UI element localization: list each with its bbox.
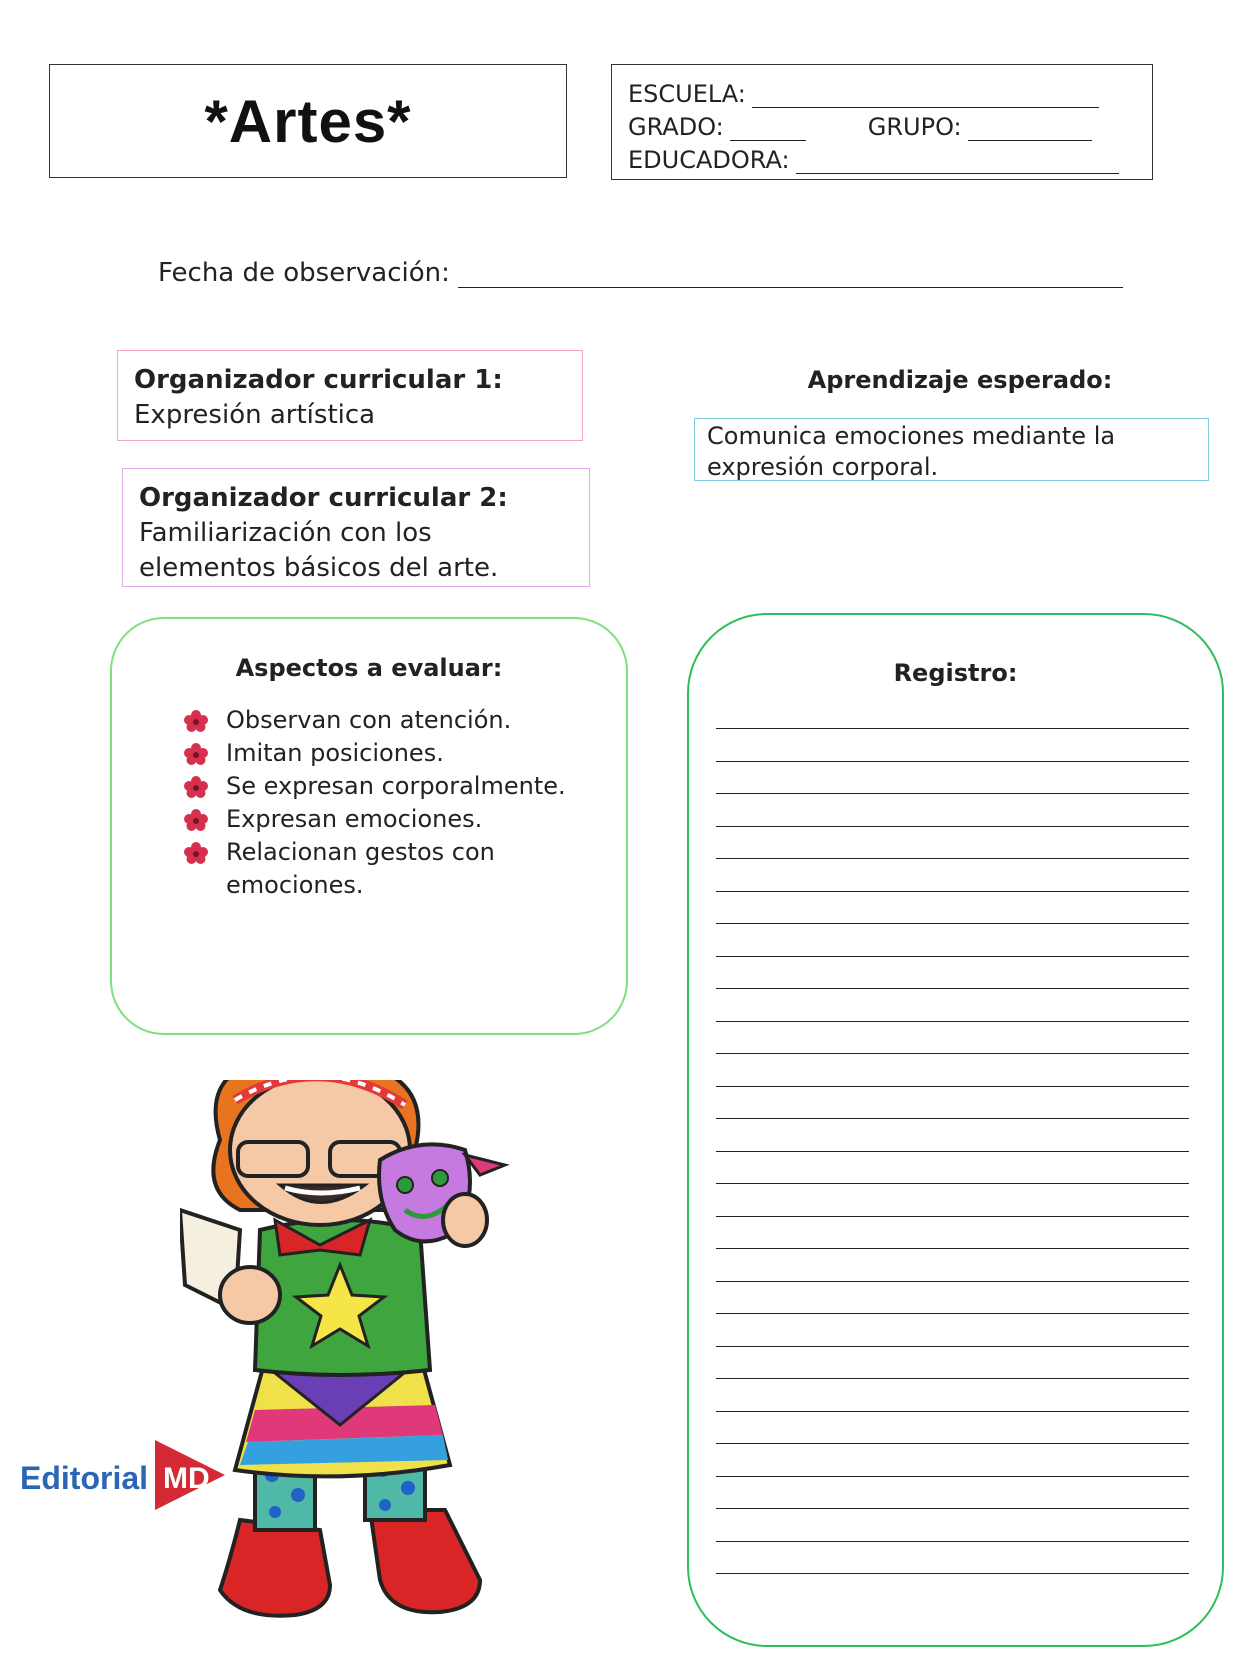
registro-line[interactable] [716, 1151, 1189, 1152]
page-title: *Artes* [204, 87, 412, 155]
aspecto-item: Observan con atención. [184, 704, 586, 737]
school-info-box [611, 64, 1153, 180]
registro-line[interactable] [716, 956, 1189, 957]
organizador-2-title: Organizador curricular 2: [139, 483, 508, 513]
flower-bullet-icon [184, 842, 208, 864]
registro-line[interactable] [716, 1281, 1189, 1282]
fecha-field[interactable] [458, 261, 1123, 288]
svg-text:MD: MD [163, 1462, 210, 1495]
educadora-field[interactable] [796, 151, 1119, 174]
registro-line[interactable] [716, 1216, 1189, 1217]
logo-mark-icon [145, 1430, 235, 1520]
logo-word: Editorial [20, 1460, 149, 1496]
flower-bullet-icon [184, 809, 208, 831]
editorial-md-logo [20, 1430, 230, 1520]
registro-line[interactable] [716, 858, 1189, 859]
registro-line[interactable] [716, 1086, 1189, 1087]
organizador-2-box [122, 468, 590, 587]
fecha-label: Fecha de observación: [158, 258, 450, 288]
registro-line[interactable] [716, 891, 1189, 892]
aprendizaje-box [694, 418, 1209, 481]
flower-bullet-icon [184, 776, 208, 798]
fecha-row [158, 258, 1138, 288]
aspecto-item: Relacionan gestos con emociones. [184, 836, 586, 902]
registro-line[interactable] [716, 1541, 1189, 1542]
registro-line[interactable] [716, 1118, 1189, 1119]
educadora-row [628, 141, 1136, 174]
title-box [49, 64, 567, 178]
registro-line[interactable] [716, 826, 1189, 827]
aprendizaje-line2: expresión corporal. [707, 453, 939, 481]
grupo-field[interactable] [968, 118, 1092, 141]
aspecto-item: Se expresan corporalmente. [184, 770, 586, 803]
organizador-1-box [117, 350, 583, 441]
girl-with-mask-illustration [180, 1080, 550, 1640]
aspecto-item: Imitan posiciones. [184, 737, 586, 770]
registro-line[interactable] [716, 728, 1189, 729]
registro-line[interactable] [716, 793, 1189, 794]
grupo-label: GRUPO: [867, 113, 962, 141]
registro-line[interactable] [716, 1248, 1189, 1249]
escuela-label: ESCUELA: [628, 80, 746, 108]
flower-bullet-icon [184, 710, 208, 732]
aspecto-item: Expresan emociones. [184, 803, 586, 836]
registro-line[interactable] [716, 1313, 1189, 1314]
registro-line[interactable] [716, 1346, 1189, 1347]
grado-grupo-row [628, 108, 1136, 141]
aprendizaje-title: Aprendizaje esperado: [807, 366, 1113, 394]
flower-bullet-icon [184, 743, 208, 765]
registro-line[interactable] [716, 1053, 1189, 1054]
registro-line[interactable] [716, 1021, 1189, 1022]
organizador-2-line1: Familiarización con los [139, 518, 432, 548]
aprendizaje-line1: Comunica emociones mediante la [707, 422, 1116, 450]
registro-line[interactable] [716, 1573, 1189, 1574]
organizador-2-line2: elementos básicos del arte. [139, 553, 499, 583]
aspectos-box [110, 617, 628, 1035]
registro-line[interactable] [716, 1183, 1189, 1184]
escuela-row [628, 75, 1136, 108]
registro-title: Registro: [893, 659, 1018, 687]
registro-line[interactable] [716, 761, 1189, 762]
escuela-field[interactable] [752, 85, 1099, 108]
registro-line[interactable] [716, 1508, 1189, 1509]
registro-line[interactable] [716, 988, 1189, 989]
grado-field[interactable] [730, 118, 806, 141]
registro-line[interactable] [716, 1411, 1189, 1412]
aspectos-list [184, 704, 586, 902]
aspectos-title: Aspectos a evaluar: [235, 654, 503, 682]
registro-box [687, 613, 1224, 1647]
registro-line[interactable] [716, 1443, 1189, 1444]
educadora-label: EDUCADORA: [628, 146, 790, 174]
registro-line[interactable] [716, 1378, 1189, 1379]
registro-line[interactable] [716, 1476, 1189, 1477]
registro-line[interactable] [716, 923, 1189, 924]
organizador-1-title: Organizador curricular 1: [134, 365, 503, 395]
grado-label: GRADO: [628, 113, 724, 141]
organizador-1-text: Expresión artística [134, 400, 376, 430]
